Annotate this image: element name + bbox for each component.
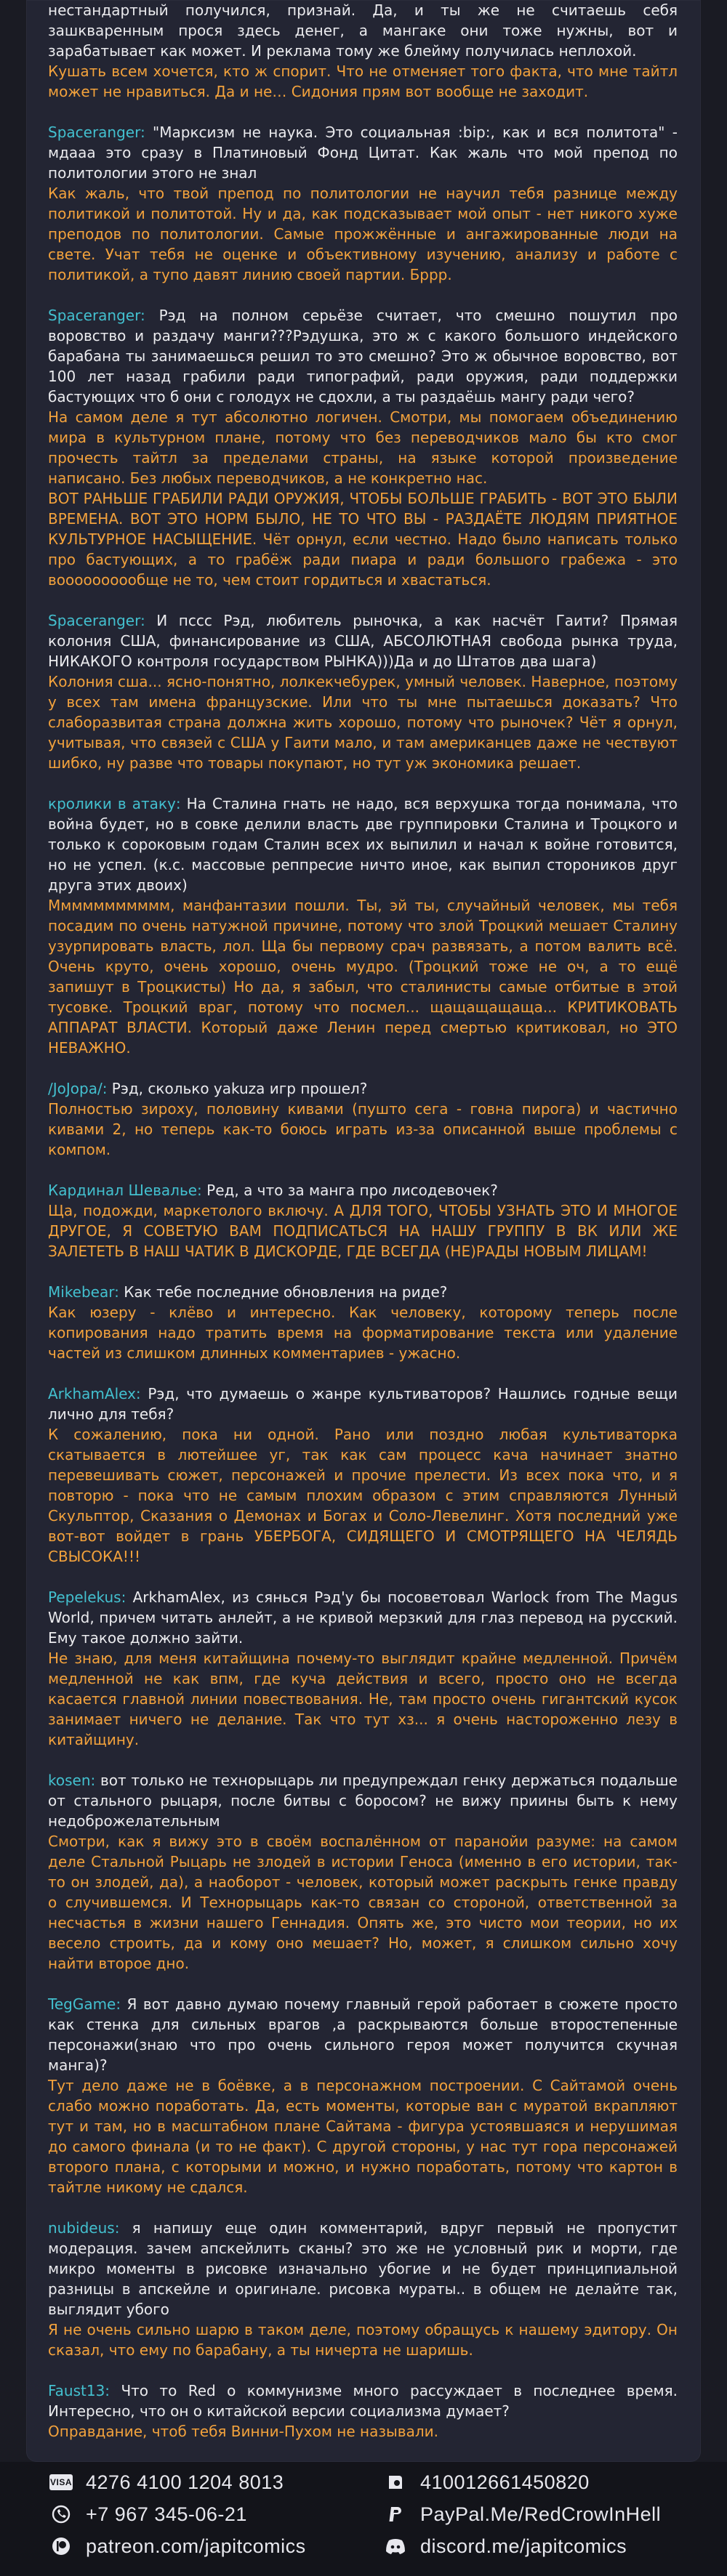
comment-username[interactable]: Spaceranger: bbox=[48, 307, 145, 324]
comment-username[interactable]: Кардинал Шевалье: bbox=[48, 1182, 202, 1199]
comment-username[interactable]: Spaceranger: bbox=[48, 612, 145, 629]
yoomoney-row bbox=[384, 2469, 661, 2495]
paypal-row[interactable] bbox=[384, 2501, 661, 2527]
phone-row bbox=[49, 2501, 306, 2527]
red-answer: На самом деле я тут абсолютно логичен. Смотри, мы помогаем объединению мира в культурном плане, потому что без переводчиков мало бы кто смог прочесть тайтл за пределами страны, на языке которой произведение написано. Без любых переводчиков, а не конкретно нас. bbox=[48, 408, 678, 487]
comment-text: "Марксизм не наука. Это социальная :bip:, как и вся политота" - мдааа это сразу в Платиновый Фонд Цитат. Как жаль что мой препод по политологии этого не знал bbox=[48, 124, 678, 182]
card-number: 4276 4100 1204 8013 bbox=[86, 2471, 284, 2493]
comment-question bbox=[48, 1994, 678, 2075]
comment-username[interactable]: Spaceranger: bbox=[48, 124, 145, 141]
yoomoney-number: 410012661450820 bbox=[420, 2471, 590, 2493]
comment-text: ArkhamAlex, из сянься Рэд'у бы посоветовал Warlock from The Magus World, причем читать анлейт, а не кривой мерзкий для глаз перевод на русский. Ему такое должно зайти. bbox=[48, 1588, 678, 1647]
comment-text: Рэд, сколько yakuza игр прошел? bbox=[107, 1080, 368, 1097]
comment-text: Рэд на полном серьёзе считает, что смешно пошутил про воровство и раздачу манги???Рэдушка, это ж с какого большого индейского барабана ты занимаешься решил то это смешно? Это ж обычное воровство, вот 100 лет назад грабили ради типографий, ради оружия, ради поддержки бастующих что б они с голодух не сдохли, а ты раздаёшь мангу ради чего? bbox=[48, 307, 678, 405]
red-answer: Не знаю, для меня китайщина почему-то выглядит крайне медленной. Причём медленной не как впм, где куча действия и всего, просто оно не всегда касается главной линии повествования. Не, там просто очень гигантский кусок занимает ничего не делание. Так что тут хз... я очень настороженно лезу в китайщину. bbox=[48, 1650, 678, 1748]
comment-text: На Сталина гнать не надо, вся верхушка тогда понимала, что война будет, но в совке делили власть две группировки Сталина и Троцкого и только к сороковым годам Сталин всех их выпилил и начал к войне готовится, но не успел. (к.с. массовые реппресие ничто иное, как выпил стороников друг друга этих двоих) bbox=[48, 795, 678, 894]
paypal-link[interactable]: PayPal.Me/RedCrowInHell bbox=[420, 2503, 662, 2525]
comment-text: я напишу еще один комментарий, вдруг первый не пропустит модерация. зачем апскейлить сканы? это же не условный рик и морти, где микро моменты в рисовке изначально убогие и не будет принципиальной разницы в апскейле и оригинале. рисовка мураты.. в общем не делайте так, выглядит убого bbox=[48, 2219, 678, 2318]
discord-row[interactable] bbox=[384, 2533, 661, 2559]
comment-block bbox=[48, 610, 678, 773]
phone-number: +7 967 345-06-21 bbox=[86, 2503, 247, 2525]
comment-block bbox=[48, 122, 678, 285]
red-answer: Тут дело даже не в боёвке, а в персонажном построении. С Сайтамой очень слабо можно поработать. Да, есть моменты, которые ван с муратой вкрапляют тут и там, но в масштабном плане Сайтама - фигура устоявшаяся и нерушимая до самого финала (и то не факт). С другой стороны, у нас тут гора персонажей второго плана, с которыми и можно, и нужно поработать, потому что картон в тайтле никому не сдался. bbox=[48, 2077, 678, 2196]
comment-username[interactable]: Mikebear: bbox=[48, 1283, 119, 1301]
comment-username[interactable]: nubideus: bbox=[48, 2219, 120, 2237]
comment-question bbox=[48, 610, 678, 671]
patreon-row[interactable] bbox=[49, 2533, 306, 2559]
comment-text: Рэд, что думаешь о жанре культиваторов? Нашлись годные вещи лично для тебя? bbox=[48, 1385, 678, 1423]
red-answer: Полностью зироху, половину кивами (пушто сега - говна пирога) и частично кивами 2, но теперь как-то боюсь играть из-за описанной выше проблемы с компом. bbox=[48, 1100, 678, 1158]
comment-question bbox=[48, 2218, 678, 2319]
intro-paragraph: Кушать всем хочется, кто ж спорит. Что не отменяет того факта, что мне тайтл может не нравиться. Да и не… Сидония прям вот вообще не заходит. bbox=[48, 62, 678, 100]
comment-block bbox=[48, 1282, 678, 1363]
comment-username[interactable]: Pepelekus: bbox=[48, 1588, 126, 1606]
comment-question bbox=[48, 1384, 678, 1424]
comment-question bbox=[48, 1770, 678, 1831]
comment-question bbox=[48, 1587, 678, 1648]
visa-card-icon: VISA bbox=[49, 2473, 73, 2492]
comment-block bbox=[48, 1384, 678, 1567]
comment-block bbox=[48, 2381, 678, 2442]
comment-question bbox=[48, 2381, 678, 2421]
comment-username[interactable]: ArkhamAlex: bbox=[48, 1385, 141, 1402]
comment-block bbox=[48, 305, 678, 590]
comment-username[interactable]: TegGame: bbox=[48, 1995, 121, 2013]
comment-question bbox=[48, 1282, 678, 1302]
donation-footer bbox=[0, 2462, 727, 2576]
comment-block bbox=[48, 1770, 678, 1974]
yoomoney-icon bbox=[384, 2473, 407, 2492]
comment-username[interactable]: kosen: bbox=[48, 1772, 96, 1789]
intro-block bbox=[48, 0, 678, 102]
discord-link[interactable]: discord.me/japitcomics bbox=[420, 2535, 627, 2557]
comment-username[interactable]: Faust13: bbox=[48, 2382, 111, 2399]
comment-question bbox=[48, 1180, 678, 1200]
red-answer: Колония сша... ясно-понятно, лолкекчебурек, умный человек. Наверное, поэтому у всех там имена французские. Или что ты мне пытаешься доказать? Что слаборазвитая страна должна жить хорошо, потому что рыночек? Чёт я орнул, учитывая, что связей с США у Гаити мало, и там американцев даже не чествуют шибко, ну разве что товары покупают, но тут уж экономика решает. bbox=[48, 673, 678, 772]
red-answer: Оправдание, чтоб тебя Винни-Пухом не называли. bbox=[48, 2423, 438, 2440]
red-answer: Смотри, как я вижу это в своём воспалённом от паранойи разуме: на самом деле Стальной Рыцарь не злодей в истории Геноса (именно в его истории, так-то он злодей, да), а наоборот - человек, который может раскрыть генке правду о случившемся. И Технорыцарь как-то связан со стороной, ответственной за несчастья в жизни нашего Геннадия. Опять же, это чисто мои теории, но их весело строить, да и кому оно мешает? Но, может, я слишком сильно хочу найти второе дно. bbox=[48, 1833, 678, 1972]
comment-text: вот только не технорыцарь ли предупреждал генку держаться подальше от стального рыцаря, после битвы с боросом? не вижу приины быть к нему недоброжелательным bbox=[48, 1772, 678, 1830]
discord-icon bbox=[384, 2537, 407, 2556]
red-answer: Как юзеру - клёво и интересно. Как человеку, которому теперь после копирования надо тратить время на форматирование текста или удаление частей из слишком длинных комментариев - ужасно. bbox=[48, 1304, 678, 1362]
red-answer: К сожалению, пока ни одной. Рано или поздно любая культиваторка скатывается в лютейшее уг, так как сам процесс кача начинает знатно перевешивать сюжет, персонажей и прочие прелести. Из всех пока что, и я повторю - пока что не самым плохим образом с этим справляются Лунный Скульптор, Сказания о Демонах и Богах и Соло-Левелинг. Хотя последний уже вот-вот войдет в грань УБЕРБОГА, СИДЯЩЕГО И СМОТРЯЩЕГО НА ЧЕЛЯДЬ СВЫСОКА!!! bbox=[48, 1426, 678, 1565]
paypal-icon bbox=[384, 2505, 407, 2524]
comment-question bbox=[48, 122, 678, 183]
intro-paragraph: нестандартный получился, признай. Да, и ты же не считаешь себя зашкваренным прося здесь денег, а мангаке они тоже нужны, вот и зарабатывает как может. И реклама тому же блейму получилась неплохой. bbox=[48, 1, 678, 60]
comment-text: И пссс Рэд, любитель рыночка, а как насчёт Гаити? Прямая колония США, финансирование из США, АБСОЛЮТНАЯ свобода рынка труда, НИКАКОГО контроля государством РЫНКА)))Да и до Штатов два шага) bbox=[48, 612, 678, 670]
red-answer: Ща, подожди, маркетолого включу. А ДЛЯ ТОГО, ЧТОБЫ УЗНАТЬ ЭТО И МНОГОЕ ДРУГОЕ, Я СОВЕТУЮ ВАМ ПОДПИСАТЬСЯ НА НАШУ ГРУППУ В ВК ИЛИ ЖЕ ЗАЛЕТЕТЬ В НАШ ЧАТИК В ДИСКОРДЕ, ГДЕ ВСЕГДА (НЕ)РАДЫ НОВЫМ ЛИЦАМ! bbox=[48, 1202, 678, 1260]
comment-block bbox=[48, 1587, 678, 1750]
comment-text: Я вот давно думаю почему главный герой работает в сюжете просто как стенка для сильных врагов ,а раскрываются больше второстепенные персонажи(знаю что про очень сильного героя может получится скучная манга)? bbox=[48, 1995, 678, 2074]
comment-block bbox=[48, 1078, 678, 1160]
comments-panel bbox=[26, 0, 701, 2462]
comment-question bbox=[48, 1078, 678, 1099]
comment-text: Ред, а что за манга про лисодевочек? bbox=[201, 1182, 498, 1199]
patreon-icon bbox=[49, 2537, 73, 2556]
comments-content bbox=[26, 0, 701, 2462]
red-answer: Как жаль, что твой препод по политологии не научил тебя разнице между политикой и политотой. Ну и да, как подсказывает мой опыт - нет никого хуже преподов по политологии. Самые прожжённые и ангажированные люди на свете. Учат тебя не оценке и объективному изучению, анализу и работе с политикой, а тупо давят линию своей партии. Бррр. bbox=[48, 185, 678, 283]
comment-question bbox=[48, 794, 678, 895]
red-answer: Я не очень сильно шарю в таком деле, поэтому обращусь к нашему эдитору. Он сказал, что ему по барабану, а ты ничерта не шаришь. bbox=[48, 2321, 678, 2359]
comment-text: Что то Red о коммунизме много рассуждает в последнее время. Интересно, что он о китайской версии социализма думает? bbox=[48, 2382, 678, 2420]
comment-question bbox=[48, 305, 678, 407]
comment-text: Как тебе последние обновления на риде? bbox=[119, 1283, 448, 1301]
patreon-link[interactable]: patreon.com/japitcomics bbox=[86, 2535, 306, 2557]
red-answer: Ммммммммммм, манфантазии пошли. Ты, эй ты, случайный человек, мы тебя посадим по очень натужной причине, потому что злой Троцкий мешает Сталину узурпировать власть, лол. Ща бы первому срач развязать, а потом валить всё. Очень круто, очень хорошо, очень мудро. (Троцкий тоже не оч, а то ещё запишут в Троцкисты) Но да, я забыл, что сталинисты самые отбитые в этой тусовке. Троцкий враг, потому что посмел... щащащащаща... КРИТИКОВАТЬ АППАРАТ ВЛАСТИ. Который даже Ленин перед смертью критиковал, но ЭТО НЕВАЖНО. bbox=[48, 897, 678, 1057]
red-answer: ВОТ РАНЬШЕ ГРАБИЛИ РАДИ ОРУЖИЯ, ЧТОБЫ БОЛЬШЕ ГРАБИТЬ - ВОТ ЭТО БЫЛИ ВРЕМЕНА. ВОТ ЭТО НОРМ БЫЛО, НЕ ТО ЧТО ВЫ - РАЗДАЁТЕ ЛЮДЯМ ПРИЯТНОЕ КУЛЬТУРНОЕ НАСЫЩЕНИЕ. Чёт орнул, если честно. Надо было написать только про бастующих, а то грабёж ради пиара и ради большого грабежа - это воооооооообще не то, чем стоит гордиться и хвастаться. bbox=[48, 490, 678, 589]
comment-block bbox=[48, 1994, 678, 2197]
comment-block bbox=[48, 1180, 678, 1261]
comment-block bbox=[48, 794, 678, 1058]
card-row bbox=[49, 2469, 306, 2495]
phone-icon bbox=[49, 2505, 73, 2524]
comment-block bbox=[48, 2218, 678, 2360]
footer-right-column bbox=[384, 2469, 661, 2559]
comment-username[interactable]: /JoJopa/: bbox=[48, 1080, 108, 1097]
footer-left-column bbox=[49, 2469, 306, 2559]
comment-username[interactable]: кролики в атаку: bbox=[48, 795, 181, 812]
